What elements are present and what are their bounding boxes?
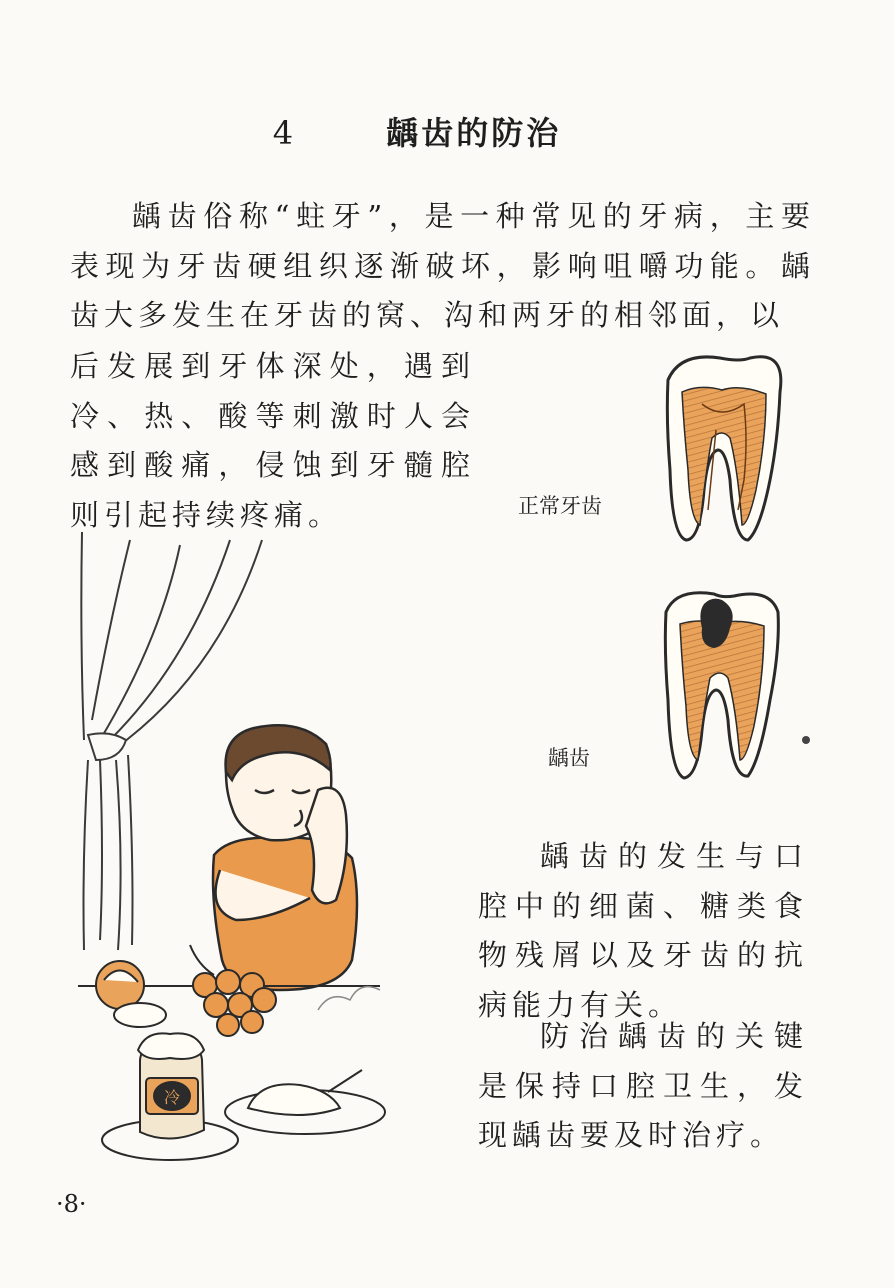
cup-label: 冷 bbox=[163, 1088, 181, 1107]
paragraph-intro: 龋齿俗称“蛀牙”，是一种常见的牙病，主要表现为牙齿硬组织逐渐破坏，影响咀嚼功能。龋齿大多发生在牙齿的窝、沟和两牙的相邻面，以 bbox=[70, 199, 815, 332]
page-number: ·8· bbox=[56, 1190, 87, 1218]
normal-tooth-caption: 正常牙齿 bbox=[518, 494, 602, 518]
caries-tooth-diagram bbox=[665, 593, 810, 778]
normal-tooth-diagram bbox=[667, 357, 781, 540]
lesson-number: 4 bbox=[272, 114, 297, 152]
paragraph-cause: 龋齿的发生与口腔中的细菌、糖类食物残屑以及牙齿的抗病能力有关。 bbox=[478, 839, 808, 1022]
boy-toothache-illustration bbox=[213, 725, 357, 990]
lesson-title: 龋齿的防治 bbox=[386, 114, 562, 152]
paragraph-intro-continued: 后发展到牙体深处，遇到冷、热、酸等刺激时人会感到酸痛，侵蚀到牙髓腔则引起持续疼痛。 bbox=[70, 349, 475, 532]
paragraph-prevention: 防治龋齿的关键是保持口腔卫生，发现龋齿要及时治疗。 bbox=[478, 1019, 808, 1152]
caries-tooth-caption: 龋齿 bbox=[548, 746, 590, 770]
lesson-heading bbox=[0, 108, 894, 154]
